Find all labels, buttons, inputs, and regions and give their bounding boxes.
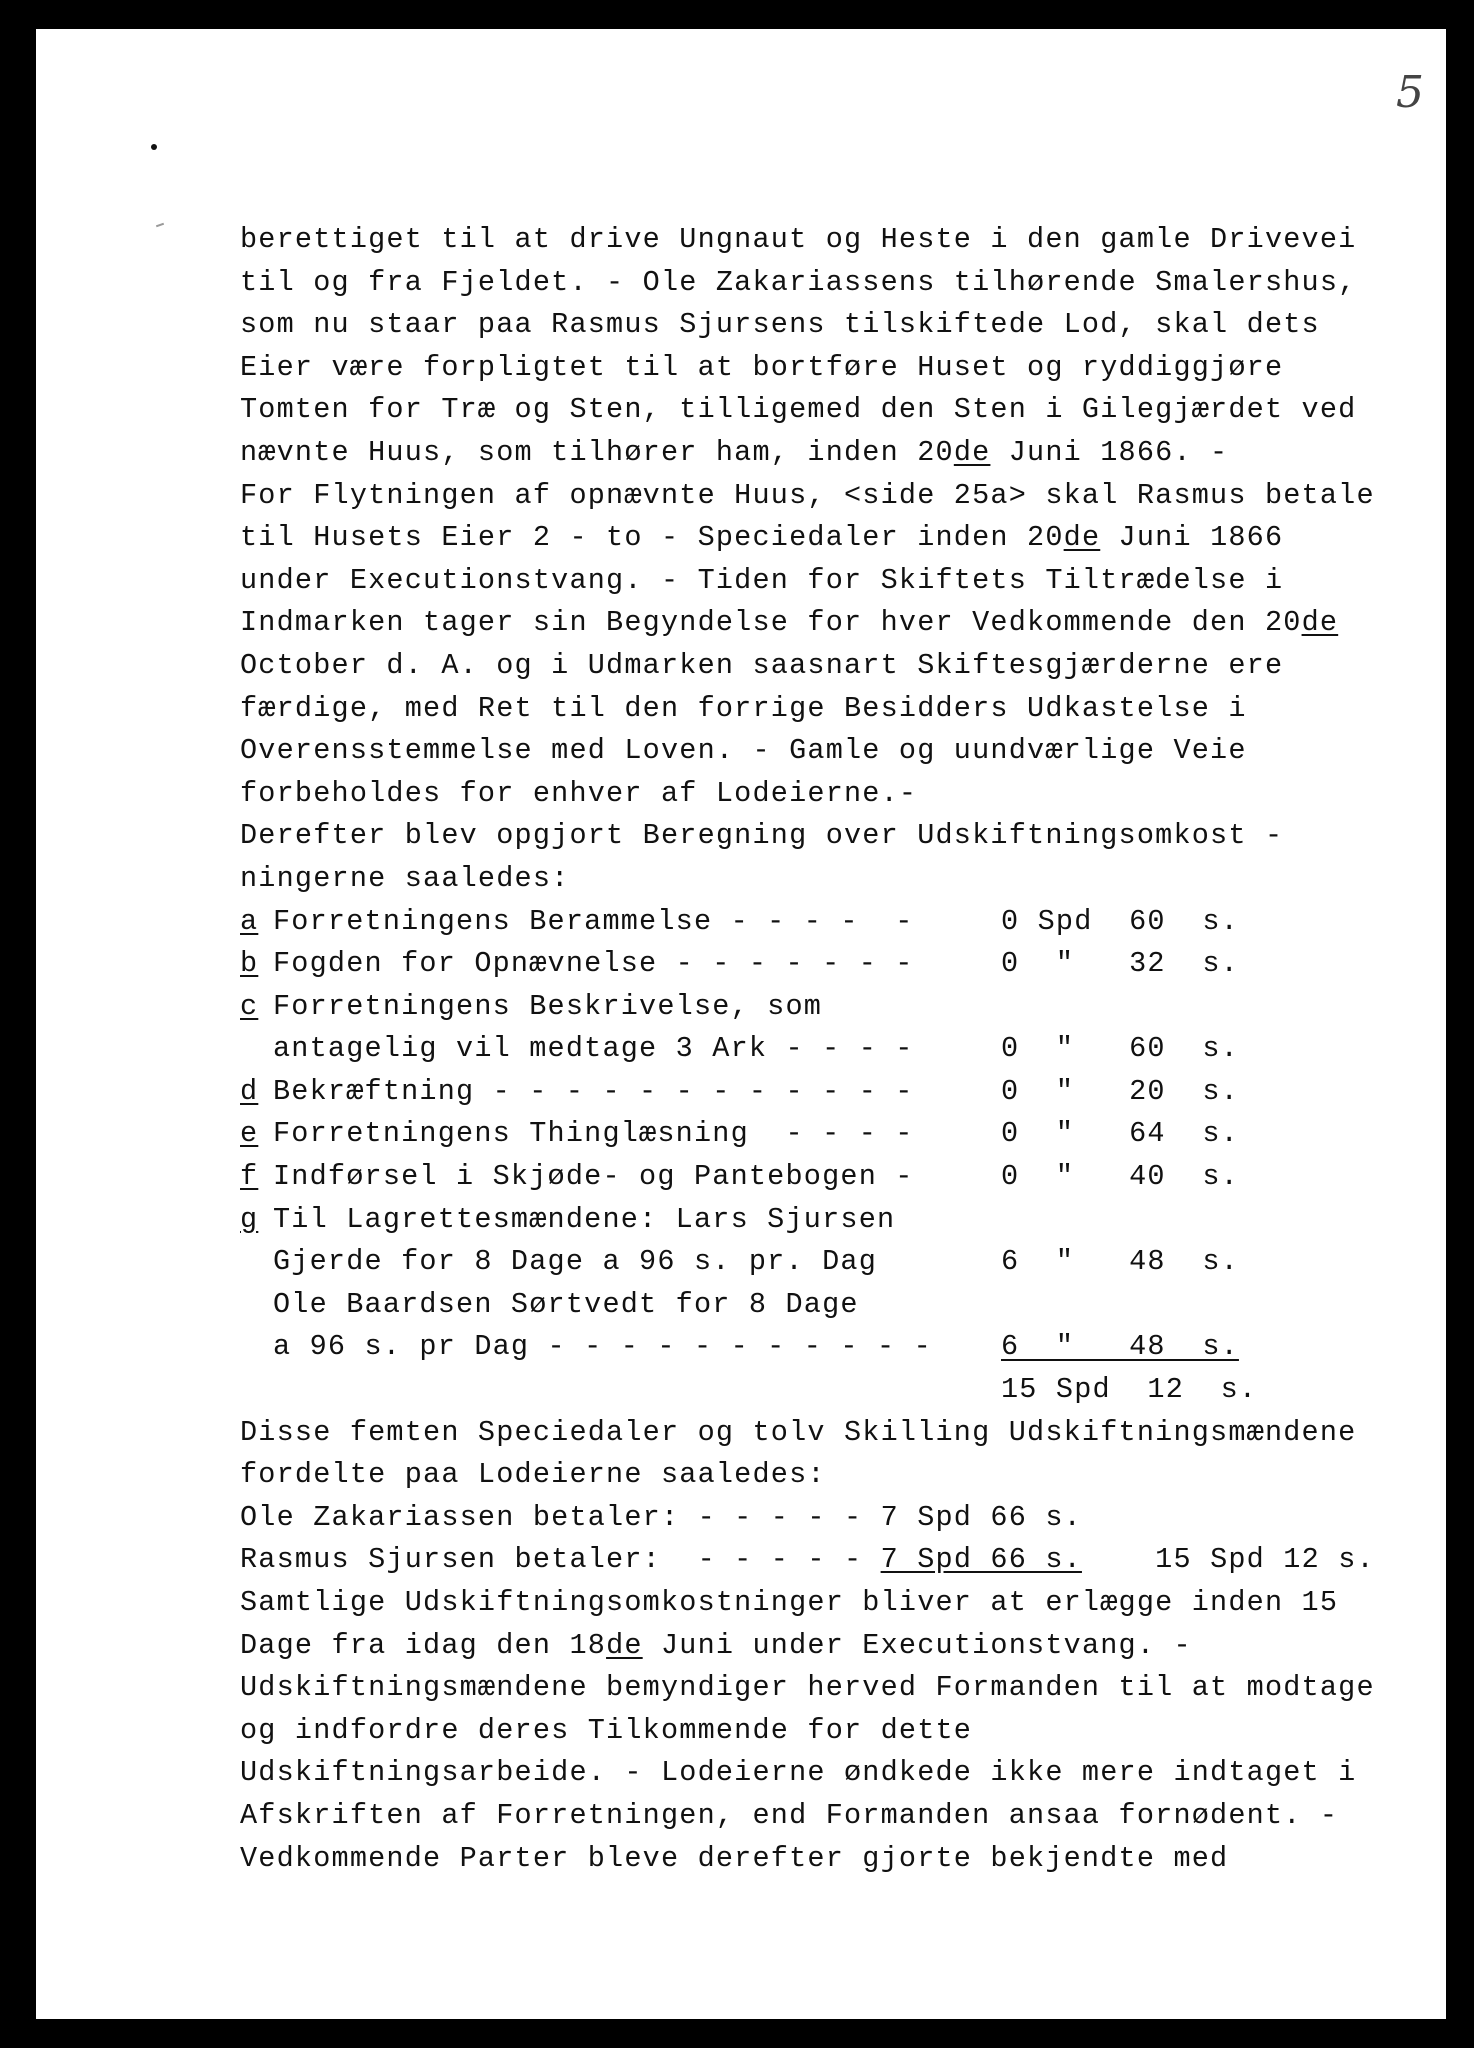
text-line: Udskiftningsarbeide. - Lodeierne øndkede ikke mere indtaget i [240,1756,1357,1790]
cost-item [240,1071,1380,1114]
text-line [240,602,1380,645]
line-text: Juni 1866 [1100,521,1284,555]
text-line: Ole Zakariassen betaler: - - - - - 7 Spd 66 s. [240,1500,1082,1534]
cost-item-letter: g [240,1202,259,1236]
text-line: under Executionstvang. - Tiden for Skiftets Tiltrædelse i [240,563,1284,597]
line-text: Indmarken tager sin Begyndelse for hver Vedkommende den 20 [240,606,1302,640]
margin-mark [156,223,164,228]
cost-item-letter: b [240,947,259,981]
line-text: Dage fra idag den 18 [240,1628,607,1662]
cost-item-description: Ole Baardsen Sørtvedt for 8 Dage [273,1287,859,1321]
text-line: Udskiftningsmændene bemyndiger herved Formanden til at modtage [240,1671,1375,1705]
cost-item-amount: 0 " 32 s. [1001,947,1239,981]
text-line: Samtlige Udskiftningsomkostninger bliver at erlægge inden 15 [240,1586,1339,1619]
cost-item [240,1326,1380,1369]
line-text: Juni 1866. - [990,435,1229,469]
cost-item-letter [240,1284,273,1327]
cost-item-description: a 96 s. pr Dag - - - - - - - - - - - [273,1330,932,1364]
cost-item-amount: 0 " 40 s. [1001,1160,1239,1194]
cost-item [240,986,1380,1029]
text-line: til og fra Fjeldet. - Ole Zakariassens tilhørende Smalershus, [240,265,1357,299]
document-body [240,219,1380,1880]
line-text: Juni under Executionstvang. - [642,1628,1192,1662]
line-text: nævnte Huus, som tilhører ham, inden 20 [240,435,954,469]
text-line: og indfordre deres Tilkommende for dette [240,1713,973,1747]
cost-item-description: Indførsel i Skjøde- og Pantebogen - [273,1160,914,1194]
underlined-text: de [1063,521,1101,555]
cost-item-letter [240,1326,273,1369]
line-text: Rasmus Sjursen betaler: - - - - - [240,1543,881,1577]
page-number: 5 [1396,67,1424,118]
cost-item-description: Fogden for Opnævnelse - - - - - - - [273,947,914,981]
paragraph-intro [240,219,1380,901]
document-page [36,29,1446,2019]
text-line [240,1539,1380,1582]
cost-item [240,901,1380,944]
cost-item [240,943,1380,986]
cost-item-amount [1001,1284,1211,1327]
text-line [240,517,1380,560]
cost-item-amount: 6 " 48 s. [1001,1330,1239,1364]
underlined-text: de [1301,606,1339,640]
cost-item-letter: a [240,904,259,938]
cost-total: 15 Spd 12 s. [1001,1373,1258,1407]
underlined-text: 7 Spd 66 s. [880,1543,1082,1577]
text-line: færdige, med Ret til den forrige Besidders Udkastelse i [240,691,1247,725]
text-line: Disse femten Speciedaler og tolv Skilling Udskiftningsmændene [240,1415,1357,1449]
cost-item-amount: 0 " 20 s. [1001,1074,1239,1108]
text-line: Eier være forpligtet til at bortføre Huset og ryddiggjøre [240,350,1284,384]
text-line: Afskriften af Forretningen, end Formanden ansaa fornødent. - [240,1798,1339,1832]
cost-item [240,1028,1380,1071]
text-line: ningerne saaledes: [240,861,570,895]
text-line: October d. A. og i Udmarken saasnart Skiftesgjærderne ere [240,648,1284,682]
cost-item [240,1113,1380,1156]
text-line: fordelte paa Lodeierne saaledes: [240,1458,826,1492]
cost-item-description: Forretningens Beskrivelse, som [273,989,823,1023]
cost-item [240,1156,1380,1199]
cost-item-description: Til Lagrettesmændene: Lars Sjursen [273,1202,896,1236]
cost-item-amount: 0 " 60 s. [1001,1032,1239,1066]
cost-item [240,1199,1380,1242]
cost-item-description: Forretningens Thinglæsning - - - - [273,1117,914,1151]
text-line: Tomten for Træ og Sten, tilligemed den Sten i Gilegjærdet ved [240,393,1357,427]
text-line [240,1625,1380,1668]
cost-item-letter: f [240,1160,259,1194]
cost-item-description: Gjerde for 8 Dage a 96 s. pr. Dag [273,1245,877,1279]
text-line [240,432,1380,475]
cost-item-description: Bekræftning - - - - - - - - - - - - [273,1074,914,1108]
cost-item-amount: 6 " 48 s. [1001,1245,1239,1279]
cost-item-letter: e [240,1117,259,1151]
margin-dot [151,144,157,150]
cost-item-description: antagelig vil medtage 3 Ark - - - - [273,1032,914,1066]
paragraph-distribution [240,1412,1380,1881]
underlined-text: de [953,435,991,469]
cost-item-amount [1001,1199,1211,1242]
text-line: Vedkommende Parter bleve derefter gjorte bekjendte med [240,1841,1229,1875]
cost-item-letter: c [240,989,259,1023]
cost-total-row [240,1369,1380,1412]
cost-item-amount [1001,986,1211,1029]
text-line: For Flytningen af opnævnte Huus, <side 25a> skal Rasmus betale [240,478,1375,512]
cost-item [240,1241,1380,1284]
cost-item-amount: 0 " 64 s. [1001,1117,1239,1151]
line-text: til Husets Eier 2 - to - Speciedaler inden 20 [240,521,1064,555]
text-line: Derefter blev opgjort Beregning over Udskiftningsomkost - [240,819,1284,853]
cost-item-letter [240,1241,273,1284]
cost-item [240,1284,1380,1327]
text-line: berettiget til at drive Ungnaut og Heste i den gamle Drivevei [240,223,1357,256]
cost-list [240,901,1380,1370]
underlined-text: de [606,1628,643,1662]
cost-item-description: Forretningens Berammelse - - - - - [273,904,914,938]
cost-item-letter: d [240,1074,259,1108]
cost-item-letter [240,1028,273,1071]
line-text: 15 Spd 12 s. [1081,1543,1375,1577]
cost-item-amount: 0 Spd 60 s. [1001,904,1239,938]
text-line: som nu staar paa Rasmus Sjursens tilskiftede Lod, skal dets [240,308,1320,342]
text-line: Overensstemmelse med Loven. - Gamle og uundværlige Veie [240,734,1247,768]
text-line: forbeholdes for enhver af Lodeierne.- [240,776,918,810]
